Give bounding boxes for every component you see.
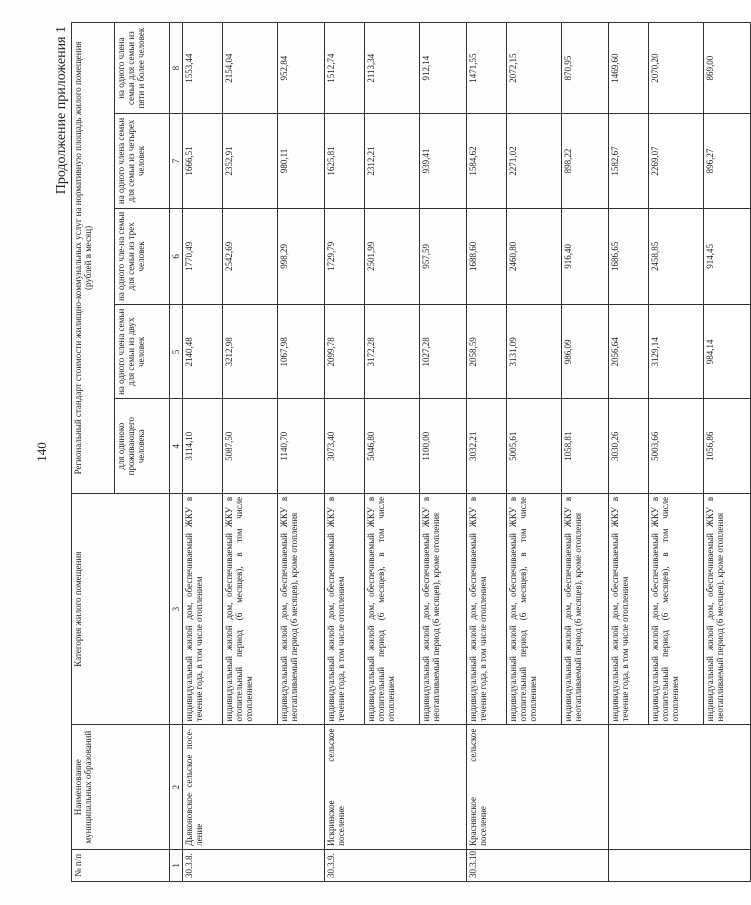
table-row: [325, 23, 365, 882]
value-cell: 1027,28: [420, 305, 467, 399]
category-cell: индивидуальный жилой дом, обеспечиваемый ЖКУ в течение года, в том числе отоплением: [183, 493, 223, 725]
appendix-title: Продолжение приложения 1: [54, 26, 69, 195]
value-cell: 1625,81: [325, 114, 365, 208]
table-row: [183, 23, 223, 882]
value-cell: 939,41: [420, 114, 467, 208]
value-cell: 1584,62: [467, 114, 507, 208]
value-cell: 1056,86: [704, 399, 751, 493]
value-cell: 870,95: [562, 23, 609, 114]
value-cell: 898,22: [562, 114, 609, 208]
row-number: 30.3.8.: [183, 849, 325, 881]
value-cell: 1770,49: [183, 208, 223, 305]
value-cell: 2312,21: [365, 114, 420, 208]
value-cell: 1512,74: [325, 23, 365, 114]
column-number: 1: [170, 849, 183, 881]
column-number: 7: [170, 114, 183, 208]
row-number: [609, 849, 751, 881]
header-sub-two: на одного члена семьи для семьи из двух человек: [115, 305, 170, 399]
value-cell: 1666,51: [183, 114, 223, 208]
value-cell: 2113,34: [365, 23, 420, 114]
header-sub-five: на одного члена семьи для семьи из пяти и более человек: [115, 23, 170, 114]
header-standard: Региональный стандарт стоимости жилищно-коммунальных услуг на нормативную площадь жилого помещения (рублей в месяц): [72, 23, 115, 494]
value-cell: 2269,07: [649, 114, 704, 208]
header-sub-three: на одного чле-на семьи для семьи из трех человек: [115, 208, 170, 305]
column-number: 4: [170, 399, 183, 493]
category-cell: индивидуальный жилой дом, обеспечиваемый ЖКУ в неотапливаемый период (6 месяцев), кроме отопления: [278, 493, 325, 725]
category-cell: индивидуальный жилой дом, обеспечиваемый ЖКУ в отопительный период (6 месяцев), в том числе отоплением: [365, 493, 420, 725]
value-cell: 5087,50: [223, 399, 278, 493]
row-number: 30.3.10.: [467, 849, 609, 881]
column-number: 8: [170, 23, 183, 114]
value-cell: 984,14: [704, 305, 751, 399]
value-cell: 3172,28: [365, 305, 420, 399]
value-cell: 896,27: [704, 114, 751, 208]
value-cell: 2542,69: [223, 208, 278, 305]
municipality-name: [609, 725, 751, 849]
column-number: 6: [170, 208, 183, 305]
value-cell: 1100,00: [420, 399, 467, 493]
header-sub-four: на одного члена семьи для семьи из четырех человек: [115, 114, 170, 208]
rotated-content: [34, 22, 726, 882]
header-name: Наименование муниципальных образований: [72, 725, 170, 849]
value-cell: 5046,80: [365, 399, 420, 493]
value-cell: 3212,98: [223, 305, 278, 399]
value-cell: 3129,14: [649, 305, 704, 399]
value-cell: 1067,98: [278, 305, 325, 399]
value-cell: 2058,59: [467, 305, 507, 399]
value-cell: 2056,64: [609, 305, 649, 399]
category-cell: индивидуальный жилой дом, обеспечиваемый ЖКУ в неотапливаемый период (6 месяцев), кроме отопления: [562, 493, 609, 725]
value-cell: 2458,85: [649, 208, 704, 305]
value-cell: 1058,81: [562, 399, 609, 493]
category-cell: индивидуальный жилой дом, обеспечиваемый ЖКУ в отопительный период (6 месяцев), в том числе отоплением: [649, 493, 704, 725]
municipality-name: Дьяконовское сельское посе-ление: [183, 725, 325, 849]
column-number: 3: [170, 493, 183, 725]
column-number-row: [170, 23, 183, 882]
category-cell: индивидуальный жилой дом, обеспечиваемый ЖКУ в течение года, в том числе отоплением: [609, 493, 649, 725]
value-cell: 5005,61: [507, 399, 562, 493]
value-cell: 916,40: [562, 208, 609, 305]
municipality-name: Искринское сельское поселение: [325, 725, 467, 849]
header-num: № п/п: [72, 849, 170, 881]
municipality-name: Краснянское сельское поселение: [467, 725, 609, 849]
table-row: [467, 23, 507, 882]
value-cell: 1688,60: [467, 208, 507, 305]
value-cell: 957,59: [420, 208, 467, 305]
value-cell: 1140,70: [278, 399, 325, 493]
column-number: 2: [170, 725, 183, 849]
category-cell: индивидуальный жилой дом, обеспечиваемый ЖКУ в неотапливаемый период (6 месяцев), кроме отопления: [704, 493, 751, 725]
value-cell: 1686,65: [609, 208, 649, 305]
value-cell: 1729,79: [325, 208, 365, 305]
value-cell: 980,11: [278, 114, 325, 208]
category-cell: индивидуальный жилой дом, обеспечиваемый ЖКУ в отопительный период (6 месяцев), в том числе отоплением: [223, 493, 278, 725]
header-category: Категория жилого помещения: [72, 493, 170, 725]
table-body: [183, 23, 751, 882]
value-cell: 3030,26: [609, 399, 649, 493]
value-cell: 2501,99: [365, 208, 420, 305]
category-cell: индивидуальный жилой дом, обеспечиваемый ЖКУ в течение года, в том числе отоплением: [467, 493, 507, 725]
value-cell: 869,00: [704, 23, 751, 114]
value-cell: 1553,44: [183, 23, 223, 114]
header-sub-single: для одиноко проживающего человека: [115, 399, 170, 493]
value-cell: 2072,15: [507, 23, 562, 114]
table-row: [609, 23, 649, 882]
value-cell: 5003,66: [649, 399, 704, 493]
value-cell: 2154,04: [223, 23, 278, 114]
housing-standard-table: [71, 22, 751, 882]
value-cell: 912,14: [420, 23, 467, 114]
page-number: 140: [34, 442, 49, 462]
value-cell: 3032,21: [467, 399, 507, 493]
value-cell: 998,29: [278, 208, 325, 305]
value-cell: 914,45: [704, 208, 751, 305]
value-cell: 1582,67: [609, 114, 649, 208]
row-number: 30.3.9.: [325, 849, 467, 881]
value-cell: 2140,48: [183, 305, 223, 399]
value-cell: 2099,78: [325, 305, 365, 399]
value-cell: 2271,02: [507, 114, 562, 208]
column-number: 5: [170, 305, 183, 399]
value-cell: 986,09: [562, 305, 609, 399]
value-cell: 3073,40: [325, 399, 365, 493]
value-cell: 2352,91: [223, 114, 278, 208]
value-cell: 1469,60: [609, 23, 649, 114]
category-cell: индивидуальный жилой дом, обеспечиваемый ЖКУ в отопительный период (6 месяцев), в том числе отоплением: [507, 493, 562, 725]
value-cell: 1471,55: [467, 23, 507, 114]
header-row-top: [72, 23, 115, 882]
value-cell: 2460,80: [507, 208, 562, 305]
value-cell: 3131,09: [507, 305, 562, 399]
category-cell: индивидуальный жилой дом, обеспечиваемый ЖКУ в неотапливаемый период (6 месяцев), кроме отопления: [420, 493, 467, 725]
category-cell: индивидуальный жилой дом, обеспечиваемый ЖКУ в течение года, в том числе отоплением: [325, 493, 365, 725]
value-cell: 3114,10: [183, 399, 223, 493]
value-cell: 2070,20: [649, 23, 704, 114]
value-cell: 952,84: [278, 23, 325, 114]
